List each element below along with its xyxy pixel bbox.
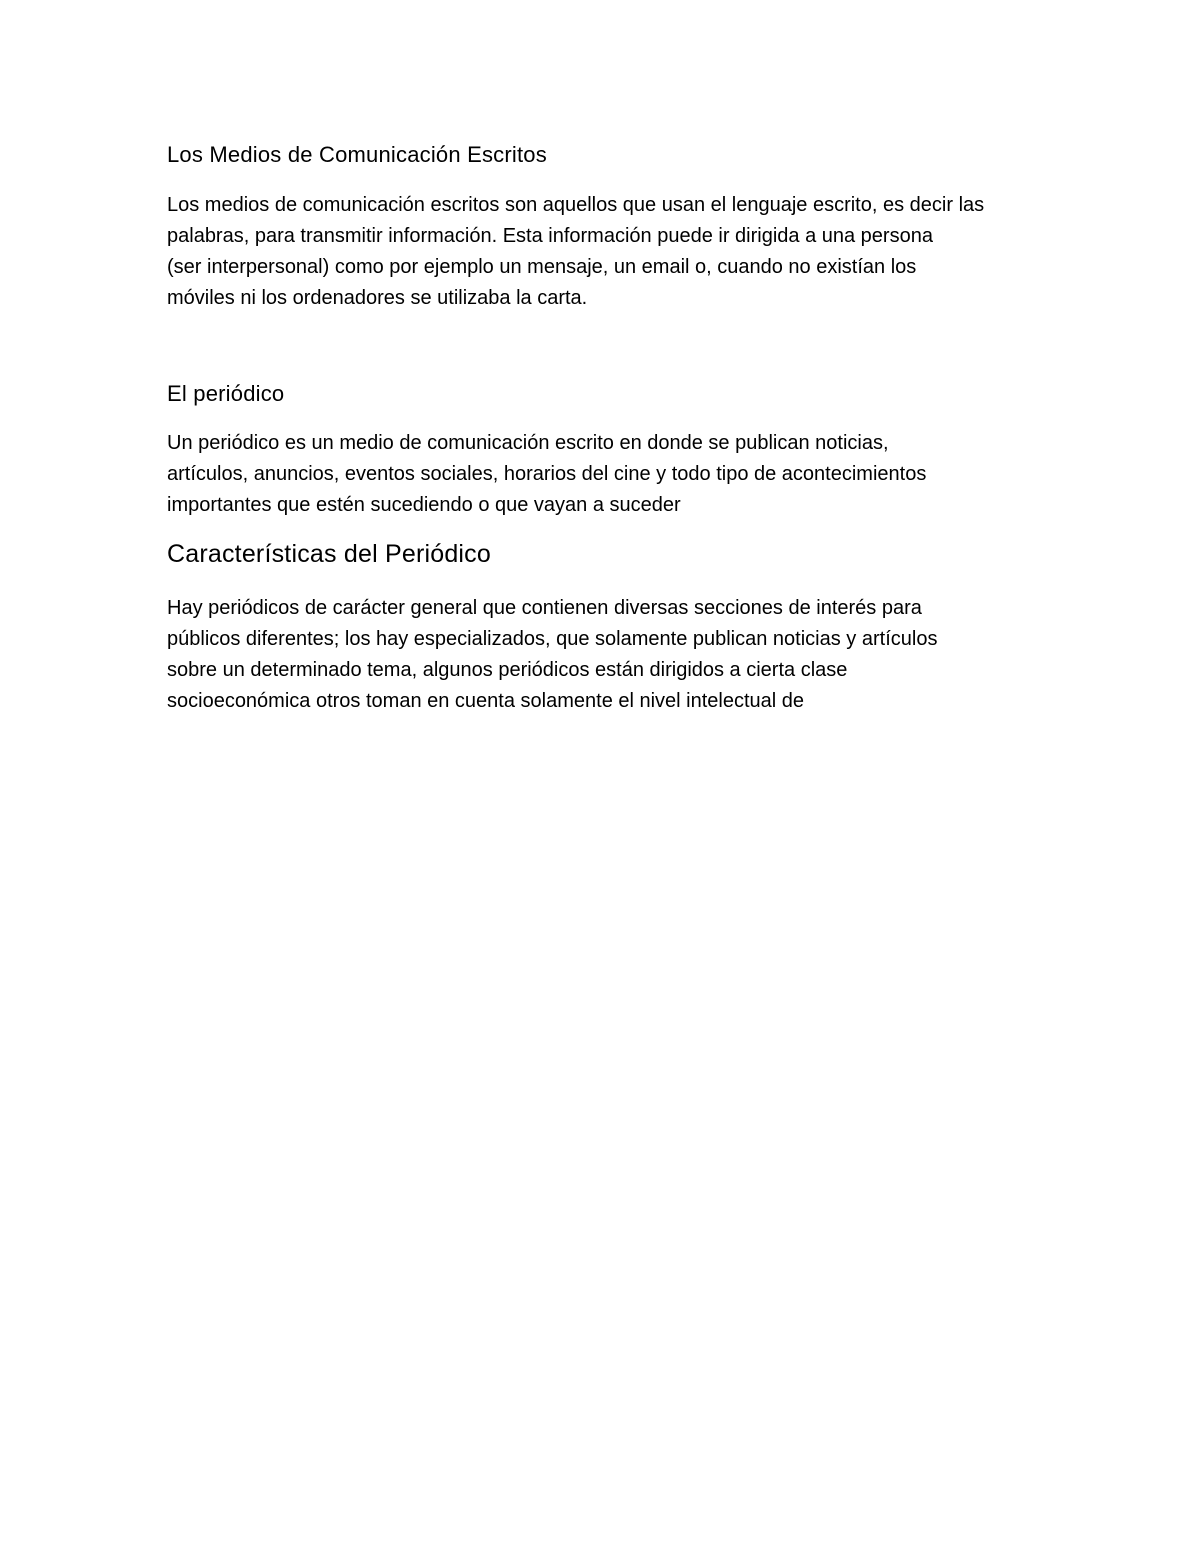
paragraph-line: artículos, anuncios, eventos sociales, horarios del cine y todo tipo de acontecimientos — [167, 463, 927, 485]
paragraph-line: Un periódico es un medio de comunicación escrito en donde se publican noticias, — [167, 432, 889, 454]
paragraph-line: sobre un determinado tema, algunos periódicos están dirigidos a cierta clase — [167, 659, 848, 681]
paragraph-el-periodico — [167, 428, 1067, 521]
paragraph-medios-escritos — [167, 190, 1067, 314]
paragraph-line: importantes que estén sucediendo o que vayan a suceder — [167, 494, 681, 516]
section-heading-caracteristicas: Características del Periódico — [167, 540, 491, 568]
paragraph-line: móviles ni los ordenadores se utilizaba la carta. — [167, 287, 588, 309]
paragraph-caracteristicas — [167, 593, 1067, 717]
paragraph-line: Hay periódicos de carácter general que contienen diversas secciones de interés para — [167, 597, 922, 619]
paragraph-line: socioeconómica otros toman en cuenta solamente el nivel intelectual de — [167, 690, 805, 712]
paragraph-line: públicos diferentes; los hay especializados, que solamente publican noticias y artículos — [167, 628, 938, 650]
paragraph-line: palabras, para transmitir información. Esta información puede ir dirigida a una persona — [167, 225, 933, 247]
paragraph-line: (ser interpersonal) como por ejemplo un mensaje, un email o, cuando no existían los — [167, 256, 917, 278]
section-heading-el-periodico: El periódico — [167, 381, 285, 406]
paragraph-line: Los medios de comunicación escritos son aquellos que usan el lenguaje escrito, es decir las — [167, 194, 985, 216]
section-heading-medios-escritos: Los Medios de Comunicación Escritos — [167, 142, 547, 167]
